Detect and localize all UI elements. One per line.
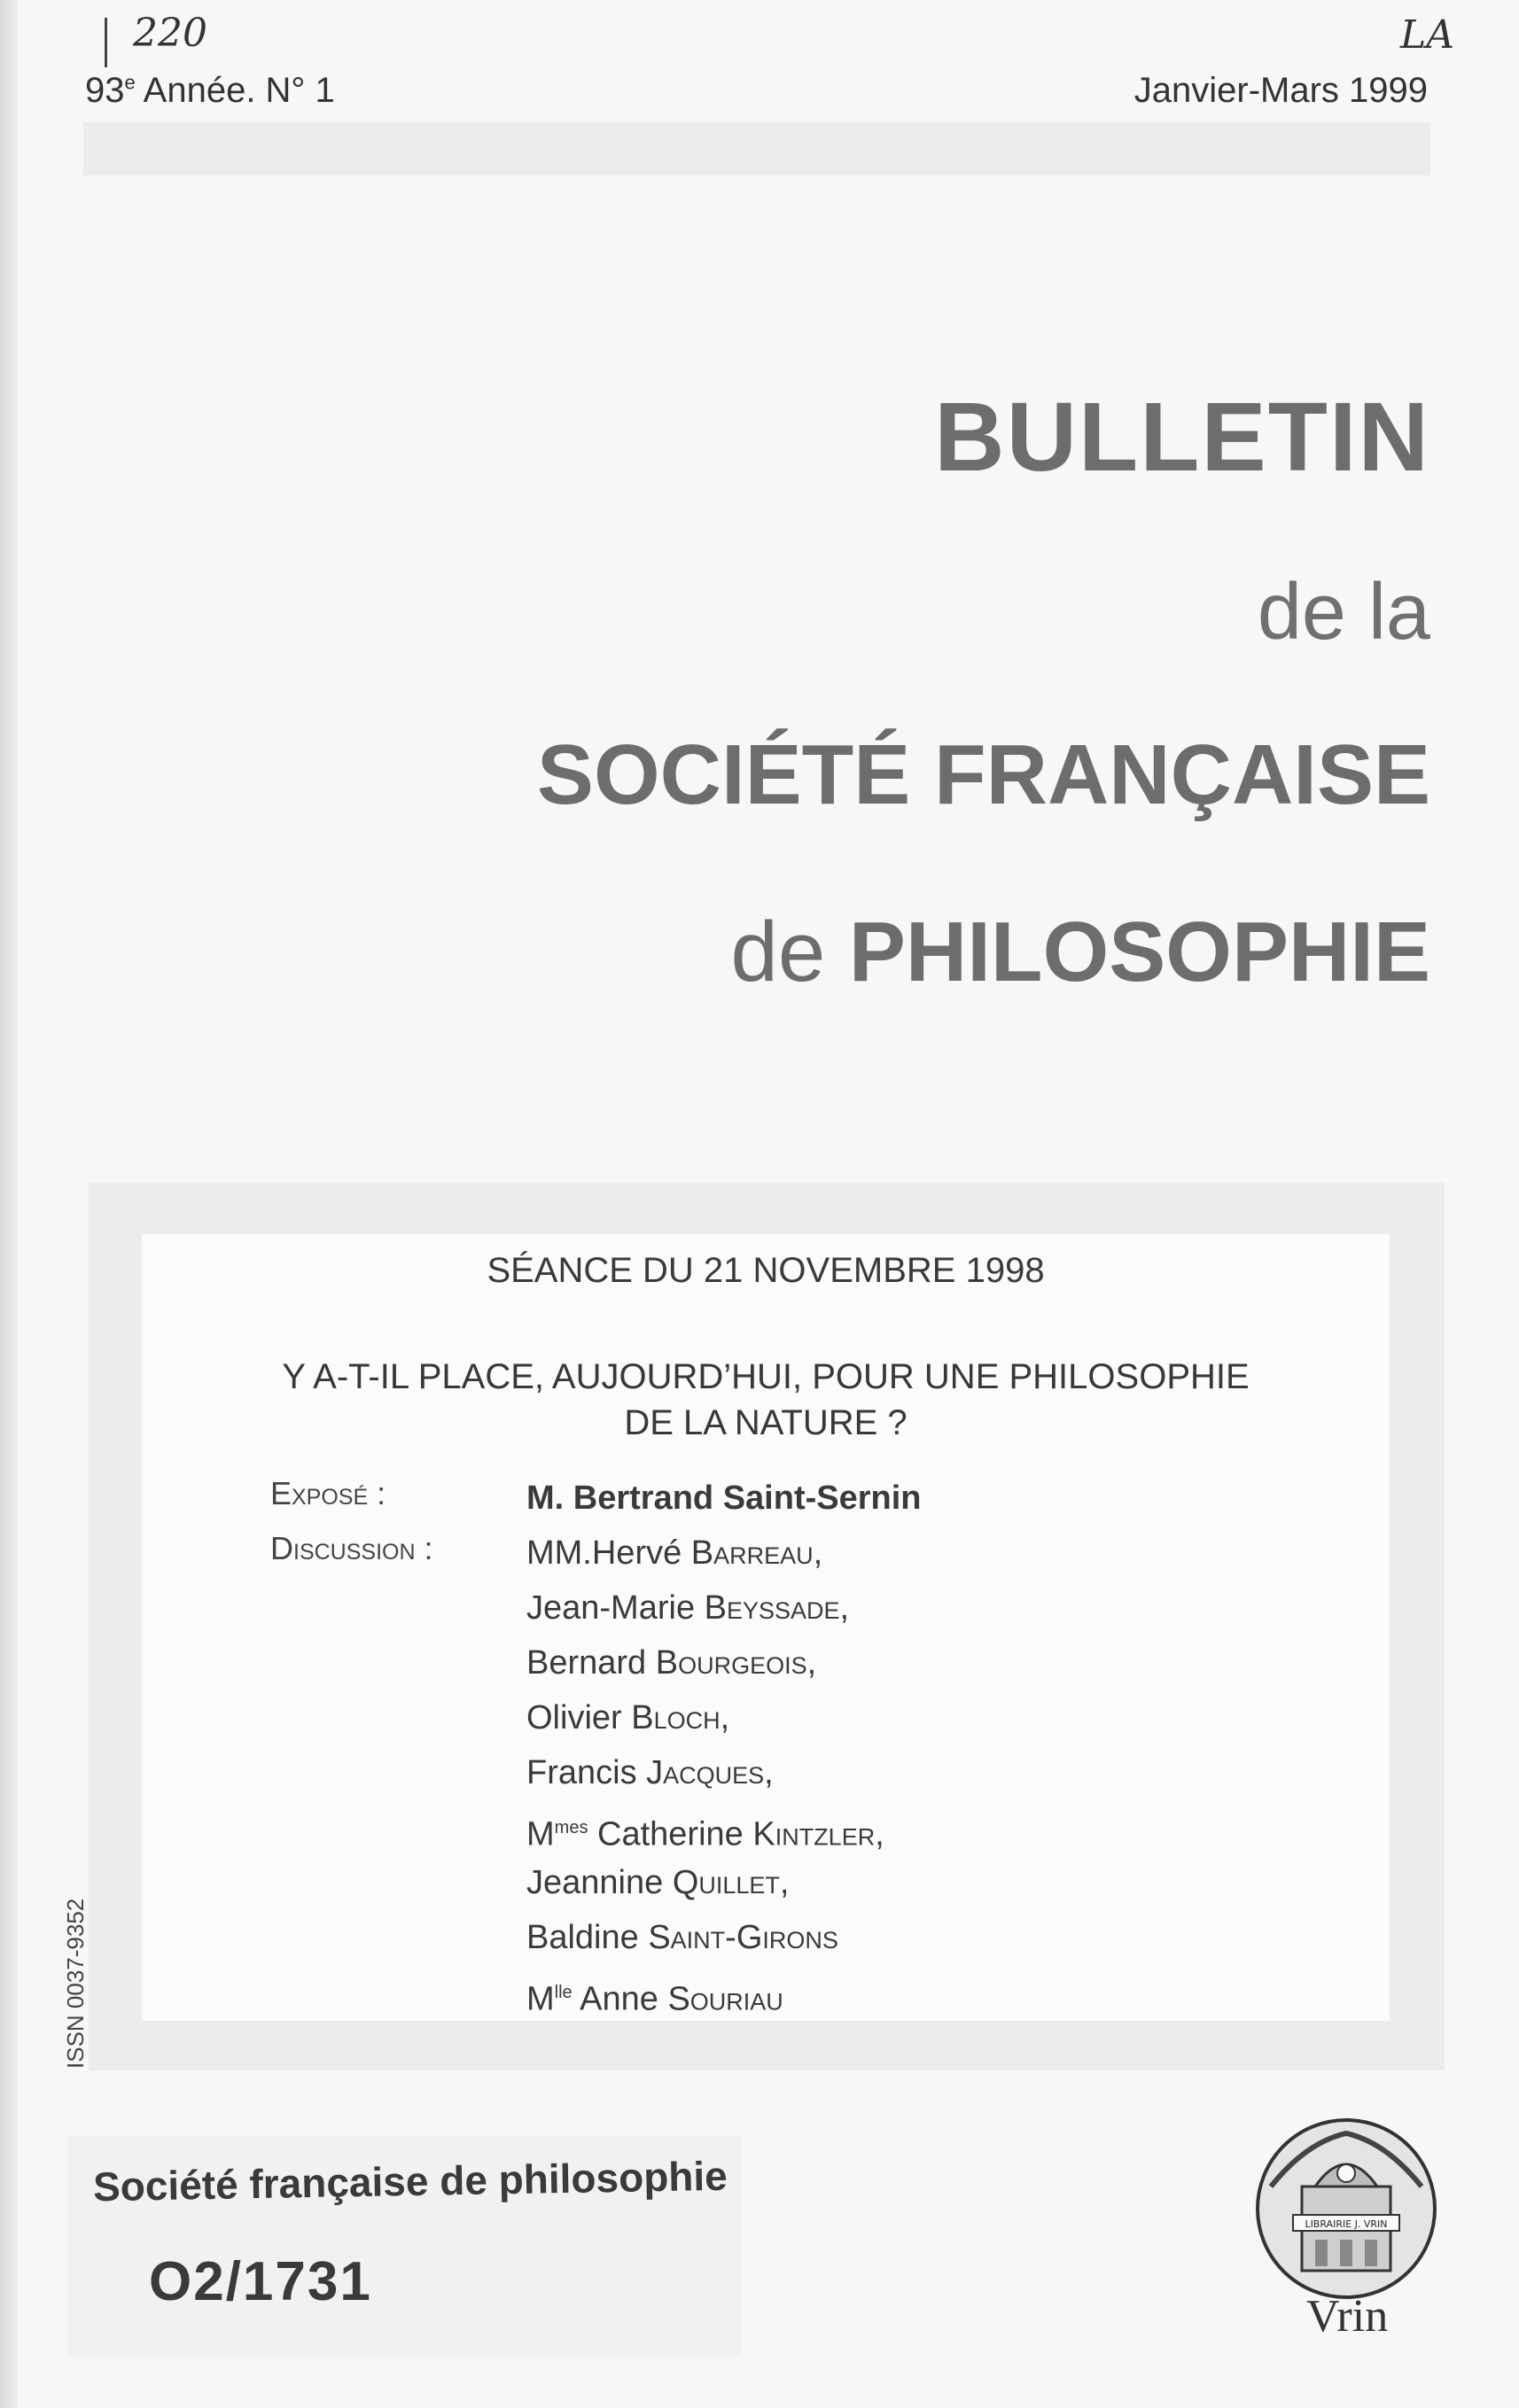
participant-name: $M^{lle}$ Anne Souriau bbox=[526, 1980, 783, 2018]
speaker-list bbox=[526, 1471, 922, 2018]
participant-name: Francis Jacques, bbox=[526, 1754, 774, 1791]
participant-name: MM.Hervé Barreau, bbox=[526, 1534, 823, 1572]
question-line: Y A-T-IL PLACE, AUJOURD’HUI, POUR UNE PHILOSOPHIE bbox=[282, 1357, 1250, 1396]
session-question bbox=[142, 1354, 1390, 1446]
library-stamp-code: O2/1731 bbox=[149, 2251, 372, 2312]
participant-name: Jeannine Quillet, bbox=[526, 1864, 790, 1901]
participant-name: $M^{mes}$ Catherine Kintzler, bbox=[526, 1815, 884, 1853]
participant-name: Jean-Marie Beyssade, bbox=[526, 1589, 850, 1627]
svg-text:LIBRAIRIE J. VRIN: LIBRAIRIE J. VRIN bbox=[1305, 2218, 1388, 2230]
header-rule bbox=[83, 122, 1430, 175]
participant-name: Baldine Saint-Girons bbox=[526, 1919, 838, 1956]
participant-name: Bernard Bourgeois, bbox=[526, 1644, 817, 1682]
participant-name: Olivier Bloch, bbox=[526, 1699, 730, 1736]
issue-number: 93e Année. N° 1 bbox=[85, 71, 335, 110]
title-de-la: de la bbox=[1257, 568, 1430, 656]
expose-label: Exposé : bbox=[270, 1475, 386, 1511]
seance-date: SÉANCE DU 21 NOVEMBRE 1998 bbox=[487, 1251, 1045, 1290]
handwritten-note-left: 220 bbox=[133, 11, 207, 56]
issue-date: Janvier-Mars 1999 bbox=[1133, 71, 1428, 110]
title-bulletin: BULLETIN bbox=[934, 383, 1430, 492]
title-societe: SOCIÉTÉ FRANÇAISE bbox=[536, 727, 1430, 822]
discussion-label: Discussion : bbox=[270, 1530, 433, 1566]
publisher-logo-icon bbox=[1253, 2116, 1439, 2302]
publisher-name: Vrin bbox=[1306, 2291, 1389, 2342]
title-philosophie: de PHILOSOPHIE bbox=[730, 905, 1430, 999]
question-line: DE LA NATURE ? bbox=[624, 1403, 908, 1442]
page-edge bbox=[0, 0, 18, 2408]
handwritten-mark bbox=[105, 18, 107, 67]
handwritten-note-right: LA bbox=[1400, 12, 1454, 58]
speaker-name: M. Bertrand Saint-Sernin bbox=[526, 1480, 922, 1517]
library-stamp-name: Société française de philosophie bbox=[92, 2152, 728, 2210]
issn: ISSN 0037-9352 bbox=[62, 1898, 89, 2069]
